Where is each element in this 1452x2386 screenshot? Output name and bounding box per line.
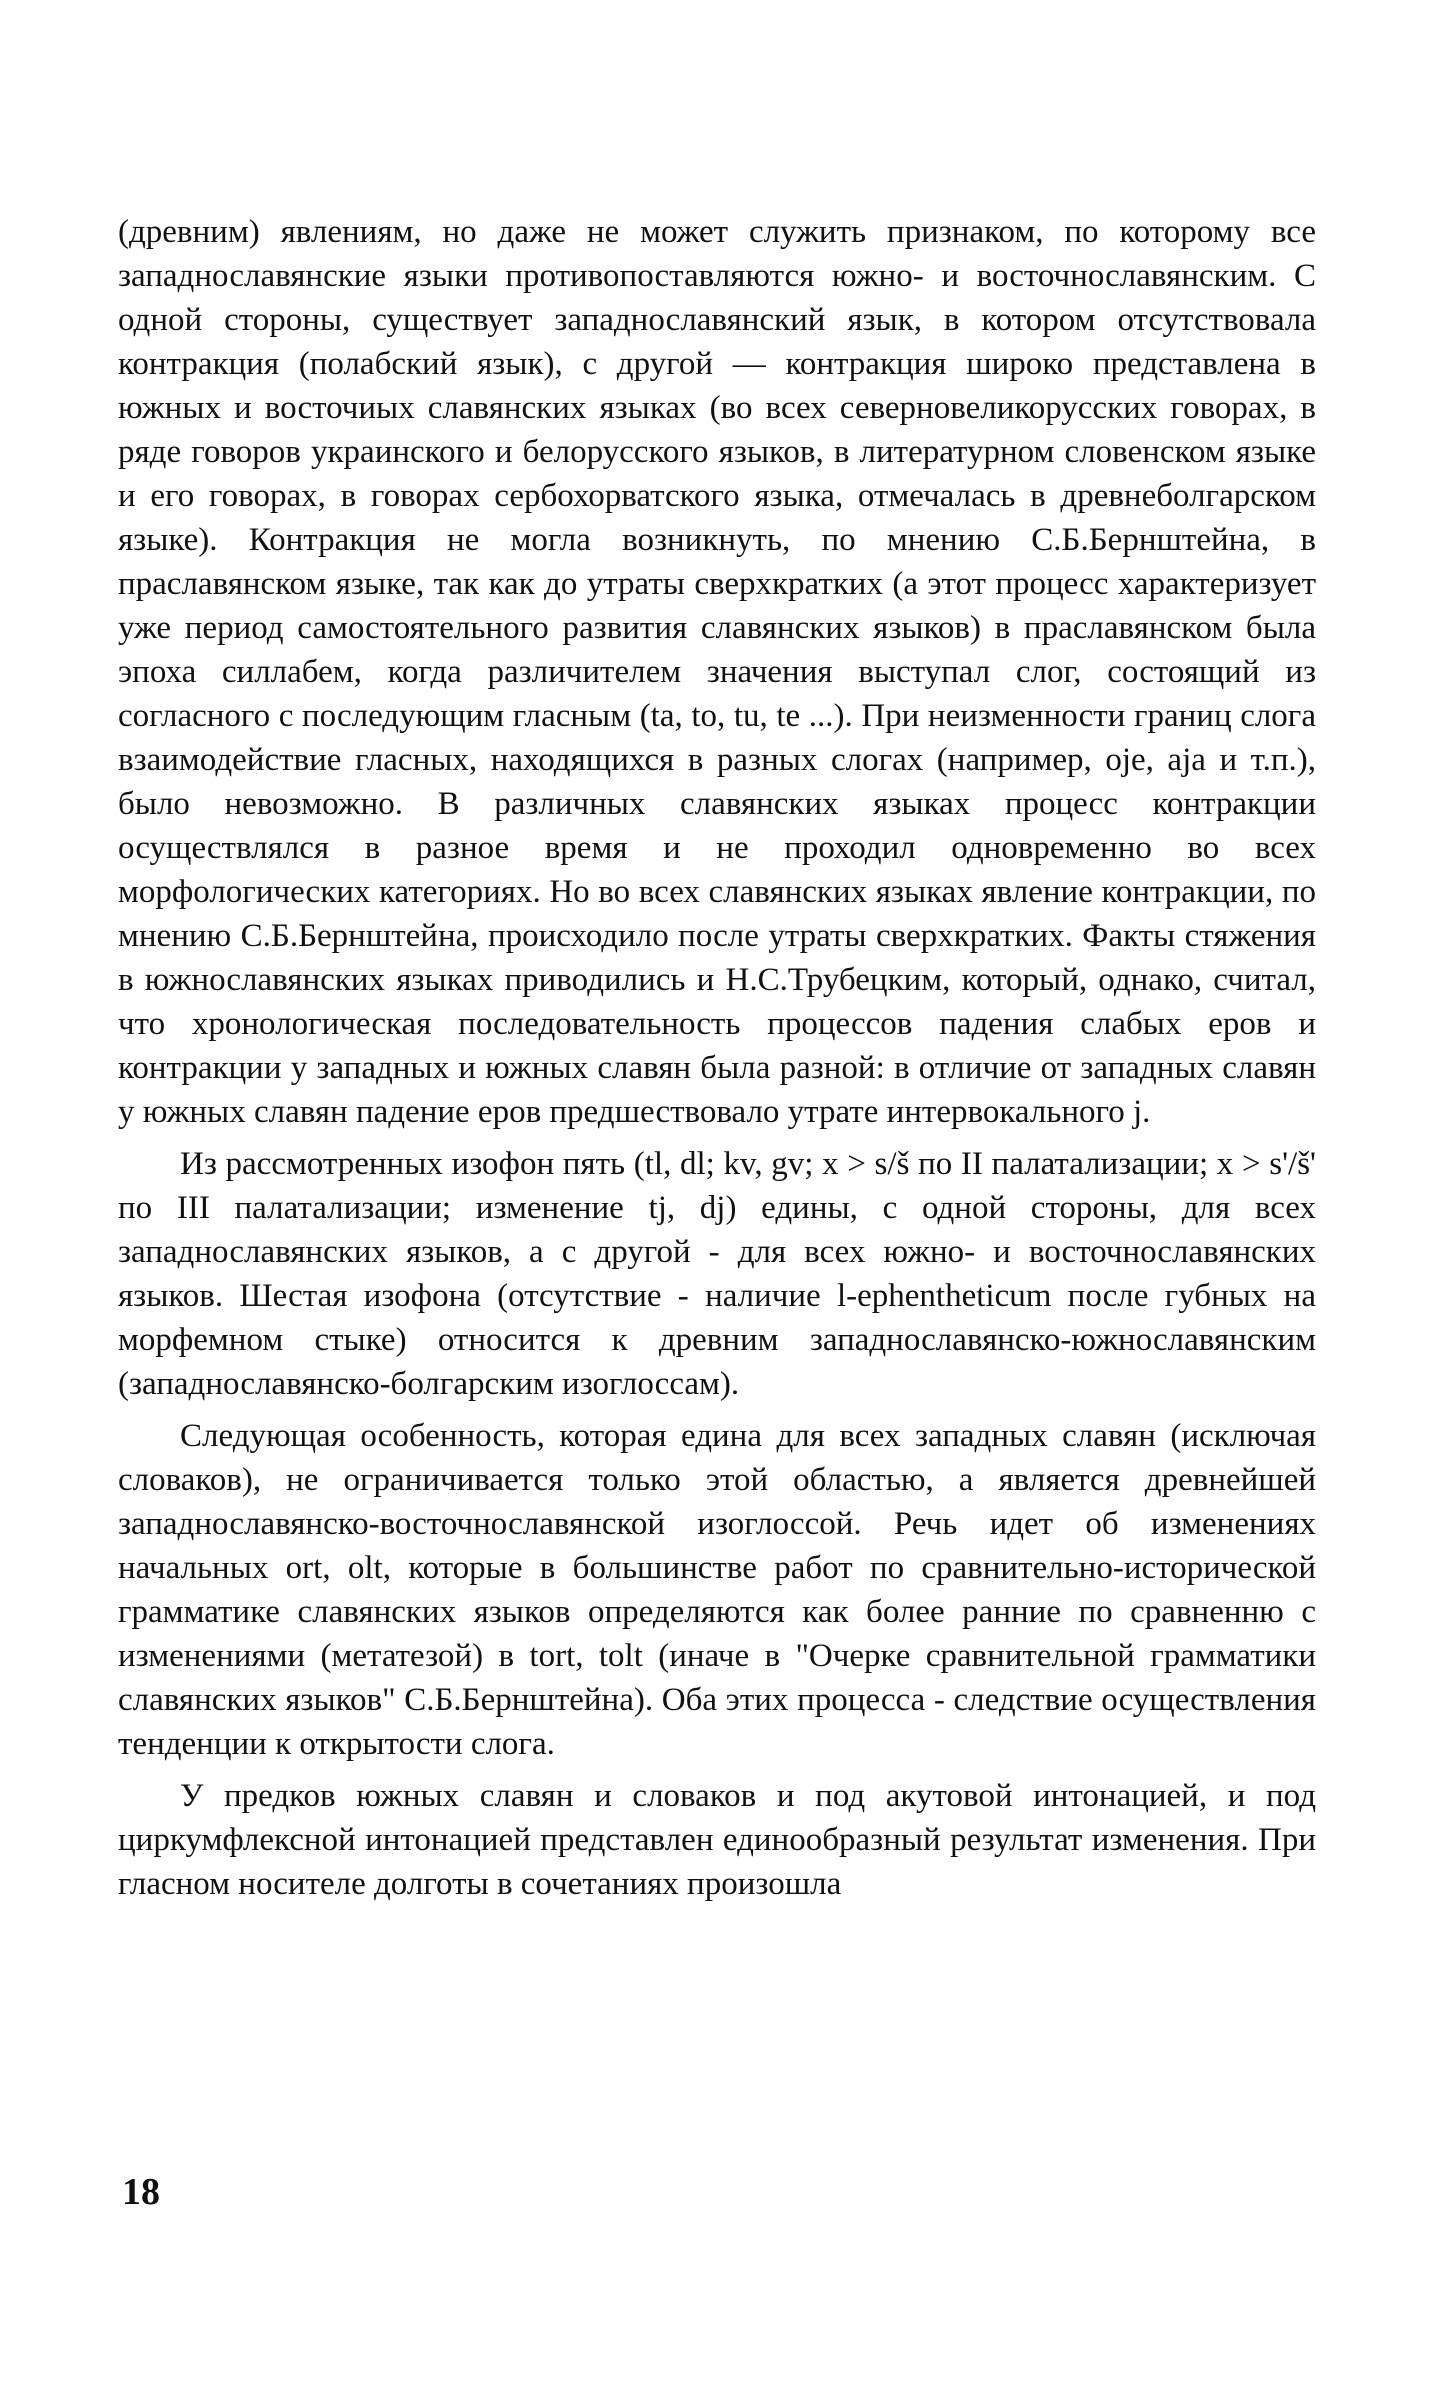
paragraph-2: Из рассмотренных изофон пять (tl, dl; kv, gv; x > s/š по II палатализации; x > s'/š' по III палатализации; изменение tj, dj) едины, с одной стороны, для всех западнославянских языков, а с другой - для всех южно- и восточнославянских языков. Шестая изофона (отсутствие - наличие l-ephentheticum после губных на морфемном стыке) относится к древним западнославянско-южнославянским (западнославянско-болгарским изоглоссам).: [118, 1146, 1316, 1402]
paragraph-4: У предков южных славян и словаков и под акутовой интонацией, и под циркумфлексной интонацией представлен единообразный результат изменения. При гласном носителе долготы в сочетаниях произошла: [118, 1778, 1316, 1902]
paragraph-1: (древним) явлениям, но даже не может служить признаком, по которому все западнославянские языки противопоставляются южно- и восточнославянским. С одной стороны, существует западнославянский язык, в котором отсутствовала контракция (полабский язык), с другой — контракция широко представлена в южных и восточиых славянских языках (во всех северновеликорусских говорах, в ряде говоров украинского и белорусского языков, в литературном словенском языке и его говорах, в говорах сербохорватского языка, отмечалась в древнеболгарском языке). Контракция не могла возникнуть, по мнению С.Б.Бернштейна, в праславянском языке, так как до утраты сверхкратких (а этот процесс характеризует уже период самостоятельного развития славянских языков) в праславянском была эпоха силлабем, когда различителем значения выступал слог, состоящий из согласного с последующим гласным (ta, to, tu, te ...). При неизменности границ слога взаимодействие гласных, находящихся в разных слогах (например, oje, aja и т.п.), было невозможно. В различных славянских языках процесс контракции осуществлялся в разное время и не проходил одновременно во всех морфологических категориях. Но во всех славянских языках явление контракции, по мнению С.Б.Бернштейна, происходило после утраты сверхкратких. Факты стяжения в южнославянских языках приводились и Н.С.Трубецким, который, однако, считал, что хронологическая последовательность процессов падения слабых еров и контракции у западных и южных славян была разной: в отличие от западных славян у южных славян падение еров предшествовало утрате интервокального j.: [118, 214, 1316, 1130]
paragraph-3: Следующая особенность, которая едина для всех западных славян (исключая словаков), не ограничивается только этой областью, а является древнейшей западнославянско-восточнославянской изоглоссой. Речь идет об изменениях начальных ort, olt, которые в большинстве работ по сравнительно-исторической грамматике славянских языков определяются как более ранние по сравненню с изменениями (метатезой) в tort, tolt (иначе в "Очерке сравнительной грамматики славянских языков" С.Б.Бернштейна). Оба этих процесса - следствие осуществления тенденции к открытости слога.: [118, 1418, 1316, 1762]
body-text: [118, 210, 1316, 1914]
page-number: 18: [122, 2171, 160, 2213]
